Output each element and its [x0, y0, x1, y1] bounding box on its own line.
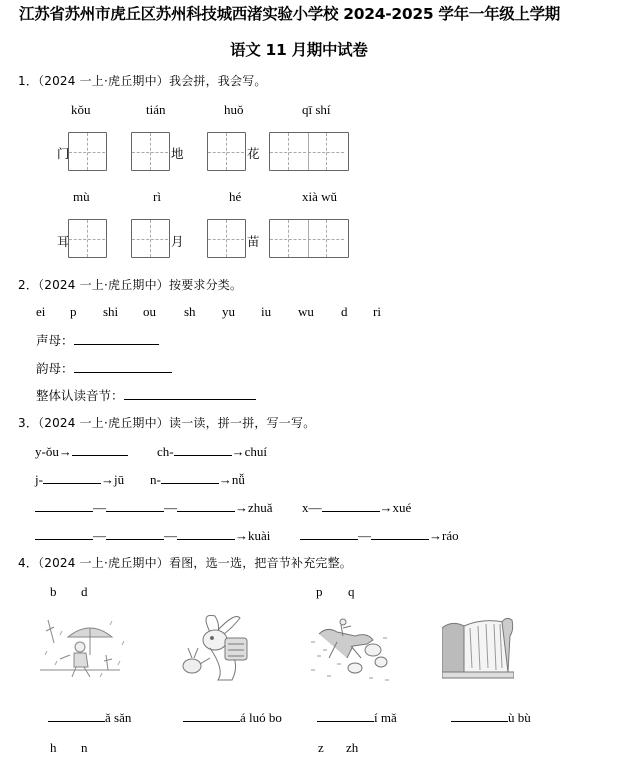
spelling-line-1b: ch- →chuí	[157, 444, 267, 459]
option-letter: z	[318, 740, 324, 755]
given-character: 耳	[57, 234, 70, 249]
category-finals	[36, 359, 172, 377]
spelling-line-4b: — →ráo	[300, 527, 459, 544]
answer-blank[interactable]	[124, 387, 256, 400]
category-label: 整体认读音节：	[36, 388, 124, 403]
picture-syllable-2: á luó bo	[183, 709, 282, 726]
picture-syllable-4: ù bù	[451, 709, 531, 726]
question-1-heading: 1．（2024 一上·虎丘期中）我会拼，我会写。	[18, 74, 267, 88]
option-letter: zh	[346, 740, 359, 755]
given-character: 花	[247, 146, 260, 161]
writing-grid[interactable]	[207, 132, 246, 171]
option-letter: d	[81, 584, 88, 599]
category-initials	[36, 331, 159, 349]
spelling-line-2a: j- →jū	[35, 472, 125, 487]
waterfall-picture	[442, 616, 514, 681]
given-character: 地	[171, 146, 184, 161]
writing-grid[interactable]	[131, 219, 170, 258]
option-letter: p	[316, 584, 323, 599]
syllable-item: yu	[222, 304, 235, 319]
writing-grid[interactable]	[207, 219, 246, 258]
spelling-line-3a: — — →zhuǎ	[35, 499, 273, 516]
spelling-line-2b: n- →nǚ	[150, 472, 245, 487]
pinyin-label: hé	[229, 189, 242, 204]
answer-blank[interactable]	[35, 527, 93, 540]
answer-blank[interactable]	[174, 443, 232, 456]
page-title-line-2: 语文 11 月期中试卷	[230, 41, 368, 59]
spelling-line-3b: x— →xué	[302, 500, 412, 515]
answer-blank[interactable]	[72, 443, 128, 456]
answer-blank[interactable]	[317, 709, 374, 722]
pinyin-label: mù	[73, 189, 90, 204]
rabbit-with-radish-picture	[170, 610, 260, 685]
syllable-item: ei	[36, 304, 46, 319]
pinyin-label: kǒu	[71, 102, 91, 117]
question-2-heading: 2．（2024 一上·虎丘期中）按要求分类。	[18, 278, 243, 292]
option-letter: n	[81, 740, 88, 755]
syllable-item: d	[341, 304, 348, 319]
answer-blank[interactable]	[183, 709, 240, 722]
answer-blank[interactable]	[74, 332, 159, 345]
pinyin-label: xià wǔ	[302, 189, 338, 204]
writing-grid[interactable]	[68, 132, 107, 171]
spelling-line-1a: y-ǒu→	[35, 443, 128, 460]
picture-syllable-3: í mǎ	[317, 709, 397, 726]
option-letter: h	[50, 740, 57, 755]
pinyin-label: rì	[153, 189, 161, 204]
pinyin-label: huǒ	[224, 102, 244, 117]
answer-blank[interactable]	[177, 527, 235, 540]
category-label: 韵母：	[36, 361, 74, 376]
pinyin-label: tián	[146, 102, 166, 117]
answer-blank[interactable]	[451, 709, 508, 722]
question-4-heading: 4．（2024 一上·虎丘期中）看图，选一选，把音节补充完整。	[18, 556, 353, 570]
syllable-item: ou	[143, 304, 156, 319]
answer-blank[interactable]	[300, 527, 358, 540]
answer-blank[interactable]	[43, 471, 101, 484]
picture-syllable-1: ǎ sǎn	[48, 709, 131, 726]
spelling-line-4a: — — →kuài	[35, 527, 270, 544]
answer-blank[interactable]	[177, 499, 235, 512]
syllable-item: iu	[261, 304, 272, 319]
answer-blank[interactable]	[106, 527, 164, 540]
answer-blank[interactable]	[322, 499, 380, 512]
pinyin-label: qī shí	[302, 102, 331, 117]
given-character: 苗	[247, 234, 260, 249]
writing-grid-double[interactable]	[269, 132, 349, 171]
writing-grid[interactable]	[131, 132, 170, 171]
syllable-item: p	[70, 304, 77, 319]
answer-blank[interactable]	[48, 709, 105, 722]
category-label: 声母：	[36, 333, 74, 348]
syllable-item: shi	[103, 304, 119, 319]
answer-blank[interactable]	[161, 471, 219, 484]
option-letter: q	[348, 584, 355, 599]
answer-blank[interactable]	[106, 499, 164, 512]
writing-grid[interactable]	[68, 219, 107, 258]
answer-blank[interactable]	[74, 360, 172, 373]
rider-on-horse-picture	[307, 612, 392, 687]
answer-blank[interactable]	[35, 499, 93, 512]
syllable-item: ri	[373, 304, 381, 319]
category-whole-syllables	[36, 386, 256, 404]
syllable-item: sh	[184, 304, 196, 319]
answer-blank[interactable]	[371, 527, 429, 540]
syllable-item: wu	[298, 304, 314, 319]
writing-grid-double[interactable]	[269, 219, 349, 258]
option-letter: b	[50, 584, 57, 599]
question-3-heading: 3．（2024 一上·虎丘期中）读一读，拼一拼，写一写。	[18, 416, 316, 430]
given-character: 月	[171, 234, 184, 249]
page-title-line-1: 江苏省苏州市虎丘区苏州科技城西渚实验小学校 2024-2025 学年一年级上学期	[19, 5, 561, 23]
given-character: 门	[57, 146, 70, 161]
boy-with-umbrella-picture	[40, 615, 130, 680]
